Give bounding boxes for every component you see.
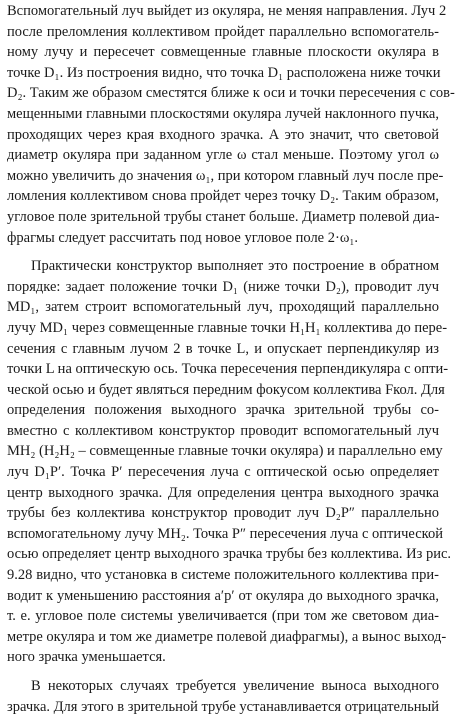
- text-line: ческой осью и будет являться передним фокусом коллектива Fкол. Для: [7, 381, 445, 398]
- paragraph-2: [7, 256, 452, 668]
- text-line: диаметр окуляра при заданном угле ω стал меньше. Поэтому угол ω: [7, 147, 439, 164]
- text-line: можно увеличить до значения ω₁, при котором главный луч после пре-: [7, 167, 444, 184]
- paragraph-3: [7, 676, 439, 717]
- text-line: порядке: задает положение точки D₁ (ниже точки D₂), проводит луч: [7, 278, 439, 295]
- text-line: метре окуляра и том же диаметре полевой диафрагмы), а вынос выход-: [7, 628, 447, 645]
- text-line: В некоторых случаях требуется увеличение выноса выходного: [31, 678, 439, 694]
- text-line: сечения с главным лучом 2 в точке L, и опускает перпендикуляр из: [7, 340, 439, 357]
- text-line: лучу MD₁ через совмещенные главные точки H₁H₁ коллектива до пере-: [7, 319, 448, 336]
- text-line: центр выходного зрачка. Для определения центра выходного зрачка: [7, 484, 439, 501]
- text-line: ного зрачка уменьшается.: [7, 649, 166, 666]
- paragraph-gap: [7, 248, 439, 256]
- text-line: проходящих через края входного зрачка. А это значит, что световой: [7, 126, 439, 143]
- text-line: точке D₁. Из построения видно, что точка D₁ расположена ниже точки: [7, 64, 441, 81]
- text-line: водит к уменьшению расстояния a′p′ от окуляра до выходного зрачка,: [7, 587, 439, 604]
- paragraph-1: [7, 1, 455, 248]
- text-line: вместно с коллективом конструктор проводит вспомогательный луч: [7, 422, 439, 439]
- text-line: т. е. угловое поле системы увеличивается (при том же световом диа-: [7, 608, 439, 625]
- text-line: определения положения выходного зрачка зрительной трубы со-: [7, 402, 439, 419]
- text-line: мещенными главными плоскостями окуляра лучей наклонного пучка,: [7, 105, 439, 122]
- text-line: D₂. Таким же образом сместятся ближе к оси и точки пересечения с сов-: [7, 85, 455, 102]
- text-line: ломления коллективом снова пройдет через точку D₂. Таким образом,: [7, 188, 439, 205]
- text-line: после преломления коллективом пройдет параллельно вспомогатель-: [7, 23, 439, 40]
- text-line: MD₁, затем строит вспомогательный луч, проходящий параллельно: [7, 299, 439, 316]
- text-line: 9.28 видно, что установка в системе положительного коллектива при-: [7, 567, 439, 584]
- text-line: фрагмы следует рассчитать под новое угловое поле 2·ω₁.: [7, 229, 359, 246]
- paragraph-gap: [7, 668, 439, 676]
- text-line: луч D₁P′. Точка P′ пересечения луча с оптической осью определяет: [7, 464, 439, 481]
- text-line: угловое поле зрительной трубы станет больше. Диаметр полевой диа-: [7, 208, 440, 225]
- text-line: Практически конструктор выполняет это построение в обратном: [31, 258, 439, 275]
- text-line: зрачка. Для этого в зрительной трубе устанавливается отрицательный: [7, 698, 439, 715]
- text-line: MH₂ (H₂H₂ – совмещенные главные точки окуляра) и параллельно ему: [7, 443, 443, 460]
- document-page: [7, 0, 455, 715]
- text-line: точки L на оптическую ось. Точка пересечения перпендикуляра с опти-: [7, 361, 449, 378]
- text-line: осью определяет центр выходного зрачка трубы без коллектива. Из рис.: [7, 546, 452, 563]
- text-line: ному лучу и пересечет совмещенные главные плоскости окуляра в: [7, 44, 439, 61]
- text-line: Вспомогательный луч выйдет из окуляра, не меняя направления. Луч 2: [7, 3, 447, 19]
- text-line: трубы без коллектива конструктор проводит луч D₂P″ параллельно: [7, 505, 439, 522]
- text-line: вспомогательному лучу MH₂. Точка P″ пересечения луча с оптической: [7, 525, 443, 542]
